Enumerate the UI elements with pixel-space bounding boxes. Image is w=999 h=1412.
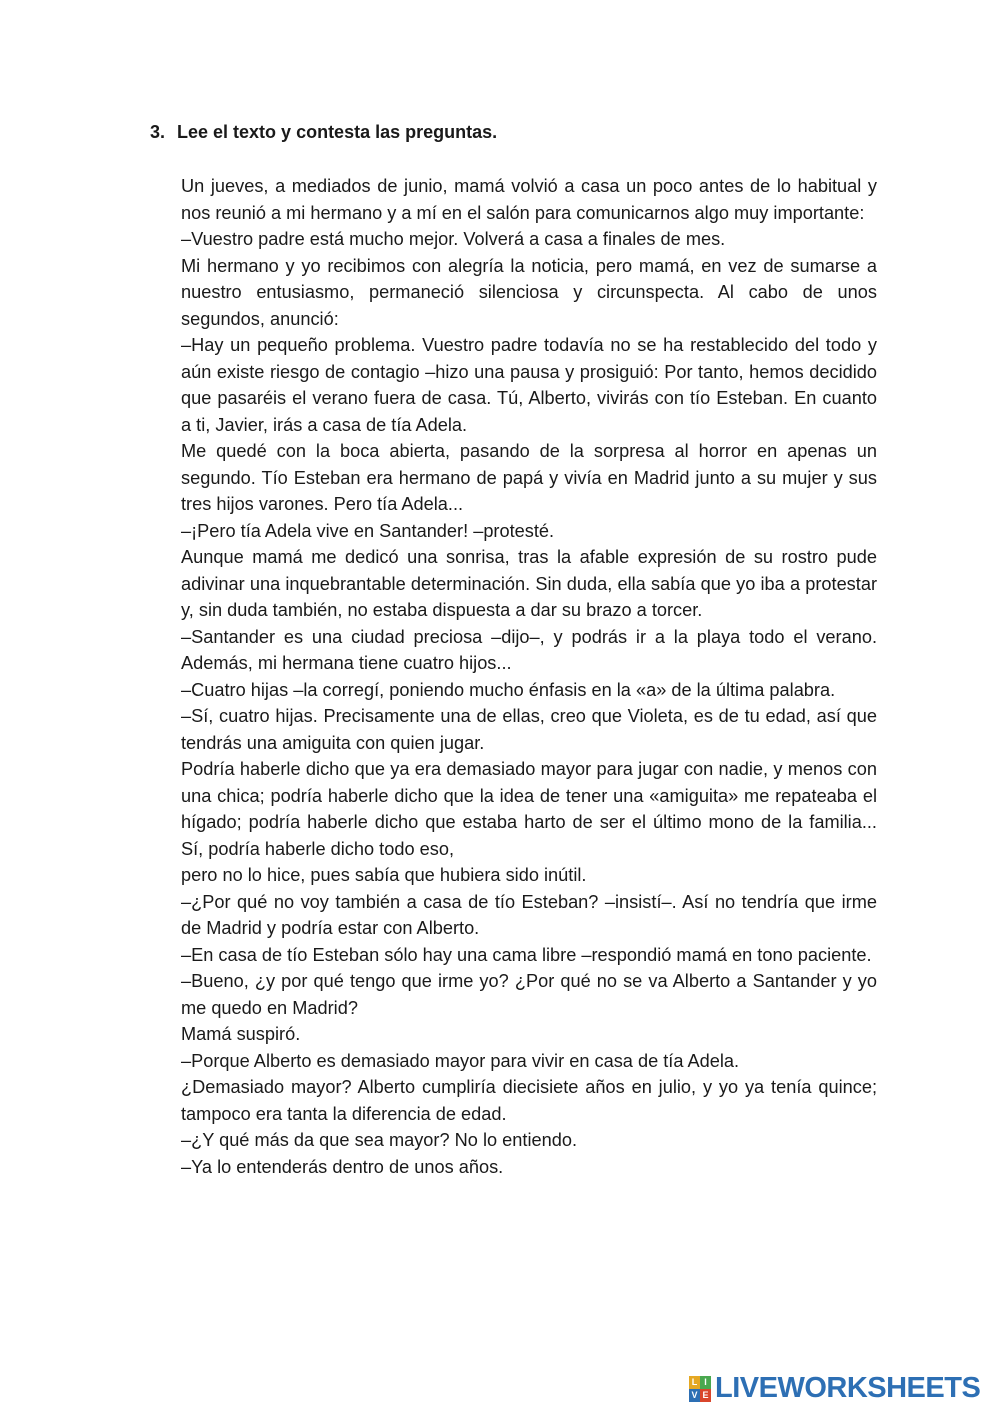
paragraph: –Hay un pequeño problema. Vuestro padre todavía no se ha restablecido del todo y aún existe riesgo de contagio –hizo una pausa y prosiguió: Por tanto, hemos decidido que pasaréis el verano fuera de casa. Tú, Alberto, vivirás con tío Esteban. En cuanto a ti, Javier, irás a casa de tía Adela. bbox=[181, 335, 877, 435]
paragraph: –Ya lo entenderás dentro de unos años. bbox=[181, 1156, 504, 1177]
paragraph: –¿Por qué no voy también a casa de tío Esteban? –insistí–. Así no tendría que irme de Madrid y podría estar con Alberto. bbox=[181, 891, 877, 938]
logo-mark-icon bbox=[689, 1376, 711, 1402]
paragraph: Un jueves, a mediados de junio, mamá volvió a casa un poco antes de lo habitual y nos reunió a mi hermano y a mí en el salón para comunicarnos algo muy importante: bbox=[181, 176, 877, 223]
paragraph: Aunque mamá me dedicó una sonrisa, tras la afable expresión de su rostro pude adivinar una inquebrantable determinación. Sin duda, ella sabía que yo iba a protestar y, sin duda también, no estaba dispuesta a dar su brazo a torcer. bbox=[181, 547, 877, 620]
paragraph: Mamá suspiró. bbox=[181, 1024, 301, 1044]
paragraph: Me quedé con la boca abierta, pasando de la sorpresa al horror en apenas un segundo. Tío Esteban era hermano de papá y vivía en Madrid junto a su mujer y sus tres hijos varones. Pero tía Adela... bbox=[181, 441, 877, 514]
liveworksheets-logo[interactable] bbox=[689, 1372, 980, 1405]
paragraph: –¿Y qué más da que sea mayor? No lo entiendo. bbox=[181, 1130, 577, 1150]
logo-mark-letter: V bbox=[689, 1389, 700, 1402]
paragraph: pero no lo hice, pues sabía que hubiera sido inútil. bbox=[181, 865, 587, 885]
logo-mark-letter: E bbox=[700, 1389, 711, 1402]
paragraph: –En casa de tío Esteban sólo hay una cama libre –respondió mamá en tono paciente. bbox=[181, 944, 872, 965]
logo-mark-letter: L bbox=[689, 1376, 700, 1389]
exercise-instruction: Lee el texto y contesta las preguntas. bbox=[177, 122, 498, 142]
paragraph: –Vuestro padre está mucho mejor. Volverá a casa a finales de mes. bbox=[181, 229, 726, 249]
paragraph: –Sí, cuatro hijas. Precisamente una de ellas, creo que Violeta, es de tu edad, así que tendrás una amiguita con quien jugar. bbox=[181, 706, 877, 753]
logo-mark-letter: I bbox=[700, 1376, 711, 1389]
paragraph: Podría haberle dicho que ya era demasiado mayor para jugar con nadie, y menos con una chica; podría haberle dicho que la idea de tener una «amiguita» me repateaba el hígado; podría haberle dicho que estaba harto de ser el último mono de la familia... Sí, podría haberle dicho todo eso, bbox=[181, 759, 877, 859]
paragraph: –Bueno, ¿y por qué tengo que irme yo? ¿Por qué no se va Alberto a Santander y yo me quedo en Madrid? bbox=[181, 971, 877, 1018]
paragraph: –¡Pero tía Adela vive en Santander! –protesté. bbox=[181, 520, 555, 541]
exercise-number: 3. bbox=[150, 122, 166, 142]
paragraph: Mi hermano y yo recibimos con alegría la noticia, pero mamá, en vez de sumarse a nuestro entusiasmo, permaneció silenciosa y circunspecta. Al cabo de unos segundos, anunció: bbox=[181, 255, 877, 329]
paragraph: –Santander es una ciudad preciosa –dijo–, y podrás ir a la playa todo el verano. Además, mi hermana tiene cuatro hijos... bbox=[181, 626, 877, 673]
paragraph: –Cuatro hijas –la corregí, poniendo mucho énfasis en la «a» de la última palabra. bbox=[181, 679, 836, 700]
paragraph: –Porque Alberto es demasiado mayor para vivir en casa de tía Adela. bbox=[181, 1050, 740, 1071]
exercise-heading bbox=[150, 122, 497, 143]
logo-text: LIVEWORKSHEETS bbox=[715, 1372, 981, 1404]
paragraph: ¿Demasiado mayor? Alberto cumpliría diecisiete años en julio, y yo ya tenía quince; tampoco era tanta la diferencia de edad. bbox=[181, 1077, 877, 1124]
reading-text bbox=[181, 173, 877, 1180]
